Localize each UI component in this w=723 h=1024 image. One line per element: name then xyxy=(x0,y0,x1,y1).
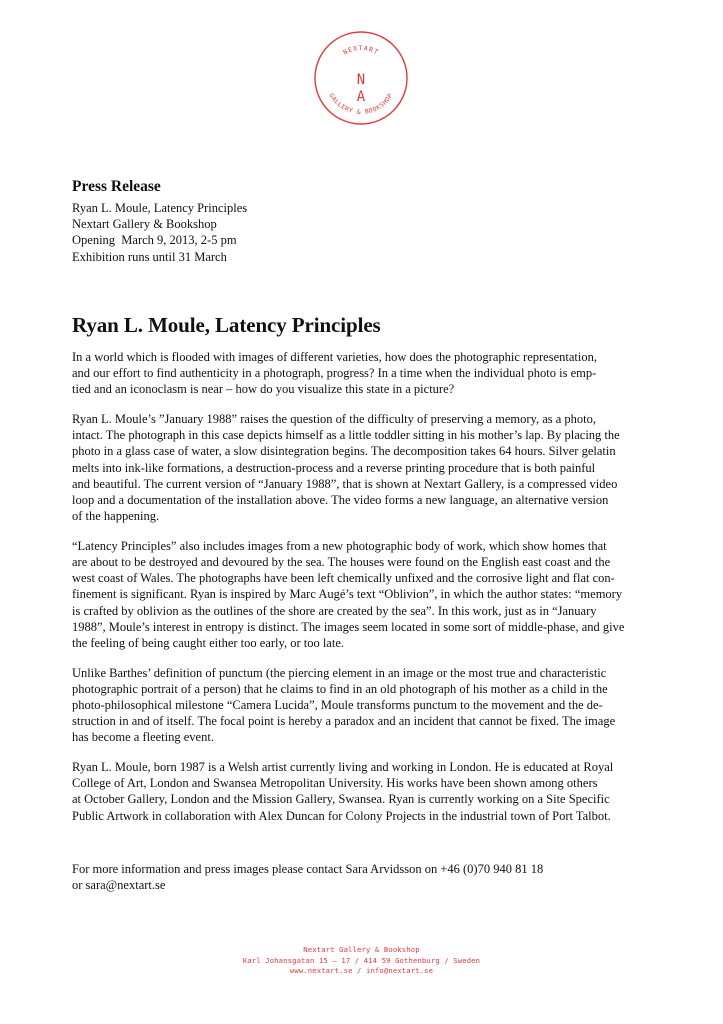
text-line: of the happening. xyxy=(72,509,160,524)
press-line-opening: Opening March 9, 2013, 2-5 pm xyxy=(72,233,237,248)
logo-letter-n: N xyxy=(356,72,366,88)
text-line: 1988”, Moule’s interest in entropy is distinct. The images seem located in some sort of middle-phase, and give xyxy=(72,619,625,634)
text-line: loop and a documentation of the installation above. The video forms a new language, an alternative version xyxy=(72,493,609,508)
press-release-heading: Press Release xyxy=(72,178,161,195)
paragraph-january-1988 xyxy=(72,411,654,524)
text-line: intact. The photograph in this case depicts himself as a little toddler sitting in his mother’s lap. By placing the xyxy=(72,428,620,443)
text-line: Ryan L. Moule, born 1987 is a Welsh artist currently living and working in London. He is educated at Royal xyxy=(72,760,614,775)
press-line-venue: Nextart Gallery & Bookshop xyxy=(72,217,217,232)
logo-seal xyxy=(313,30,409,126)
text-line: melts into ink-like formations, a destruction-process and a reverse printing procedure that is both painful xyxy=(72,460,596,475)
press-line-exhibition: Ryan L. Moule, Latency Principles xyxy=(72,201,248,215)
text-line: finement is significant. Ryan is inspired by Marc Augé’s text “Oblivion”, in which the author states: “memory xyxy=(72,587,623,602)
logo-top-text: NEXTART xyxy=(341,44,381,57)
footer-address xyxy=(0,945,723,977)
paragraph-punctum xyxy=(72,665,654,746)
footer-web: www.nextart.se / info@nextart.se xyxy=(289,966,434,975)
text-line: Ryan L. Moule’s ”January 1988” raises the question of the difficulty of preserving a memory, as a photo, xyxy=(72,412,597,426)
text-line: Unlike Barthes’ definition of punctum (the piercing element in an image or the most true and characteristic xyxy=(72,665,607,680)
text-line: tied and an iconoclasm is near – how do you visualize this state in a picture? xyxy=(72,382,455,397)
paragraph-biography xyxy=(72,759,654,824)
contact-line-email: or sara@nextart.se xyxy=(72,878,166,893)
text-line: is crafted by oblivion as the outlines of the shore are created by the sea”. In this work, just as in “January xyxy=(72,603,597,618)
press-release-block xyxy=(72,176,672,265)
text-line: the feeling of being caught either too early, or too late. xyxy=(72,636,345,651)
logo-letter-a: A xyxy=(356,89,366,105)
text-line: College of Art, London and Swansea Metropolitan University. His works have been shown among others xyxy=(72,776,598,791)
text-line: west coast of Wales. The photographs have been left chemically unfixed and the corrosive light and flat con- xyxy=(72,571,615,586)
text-line: photo in a glass case of water, a slow disintegration begins. The decomposition takes 64 hours. Silver gelatin xyxy=(72,444,616,459)
text-line: and beautiful. The current version of “January 1988”, that is shown at Nextart Gallery, is a compressed video xyxy=(72,476,618,491)
text-line: has become a fleeting event. xyxy=(72,730,214,745)
footer-street: Karl Johansgatan 15 – 17 / 414 59 Gothenburg / Sweden xyxy=(242,955,481,965)
text-line: at October Gallery, London and the Mission Gallery, Swansea. Ryan is currently working on a Site Specific xyxy=(72,792,610,807)
text-line: and our effort to find authenticity in a photograph, progress? In a time when the individual photo is emp- xyxy=(72,366,597,381)
logo-bottom-text: GALLERY & BOOKSHOP xyxy=(327,92,395,117)
paragraph-intro xyxy=(72,349,654,398)
text-line: photographic portrait of a person) that he claims to find in an old photograph of his mother as a child in the xyxy=(72,681,608,696)
article-body xyxy=(72,349,654,837)
text-line: “Latency Principles” also includes images from a new photographic body of work, which show homes that xyxy=(72,538,607,553)
text-line: Public Artwork in collaboration with Alex Duncan for Colony Projects in the industrial town of Port Talbot. xyxy=(72,808,611,823)
nextart-logo xyxy=(313,30,409,126)
contact-line-phone: For more information and press images please contact Sara Arvidsson on +46 (0)70 940 81 18 xyxy=(72,862,544,876)
article-title: Ryan L. Moule, Latency Principles xyxy=(72,313,381,337)
press-line-runs-until: Exhibition runs until 31 March xyxy=(72,249,227,264)
contact-info xyxy=(72,861,543,893)
text-line: are about to be destroyed and devoured by the sea. The houses were found on the English east coast and the xyxy=(72,555,611,570)
text-line: photo-philosophical milestone “Camera Lucida”, Moule transforms punctum to the movement and the de- xyxy=(72,698,603,713)
footer-name: Nextart Gallery & Bookshop xyxy=(303,945,420,954)
text-line: struction in and of itself. The focal point is hereby a paradox and an incident that cannot be fixed. The image xyxy=(72,714,616,729)
text-line: In a world which is flooded with images of different varieties, how does the photographic representation, xyxy=(72,350,597,364)
paragraph-latency-principles xyxy=(72,538,654,651)
